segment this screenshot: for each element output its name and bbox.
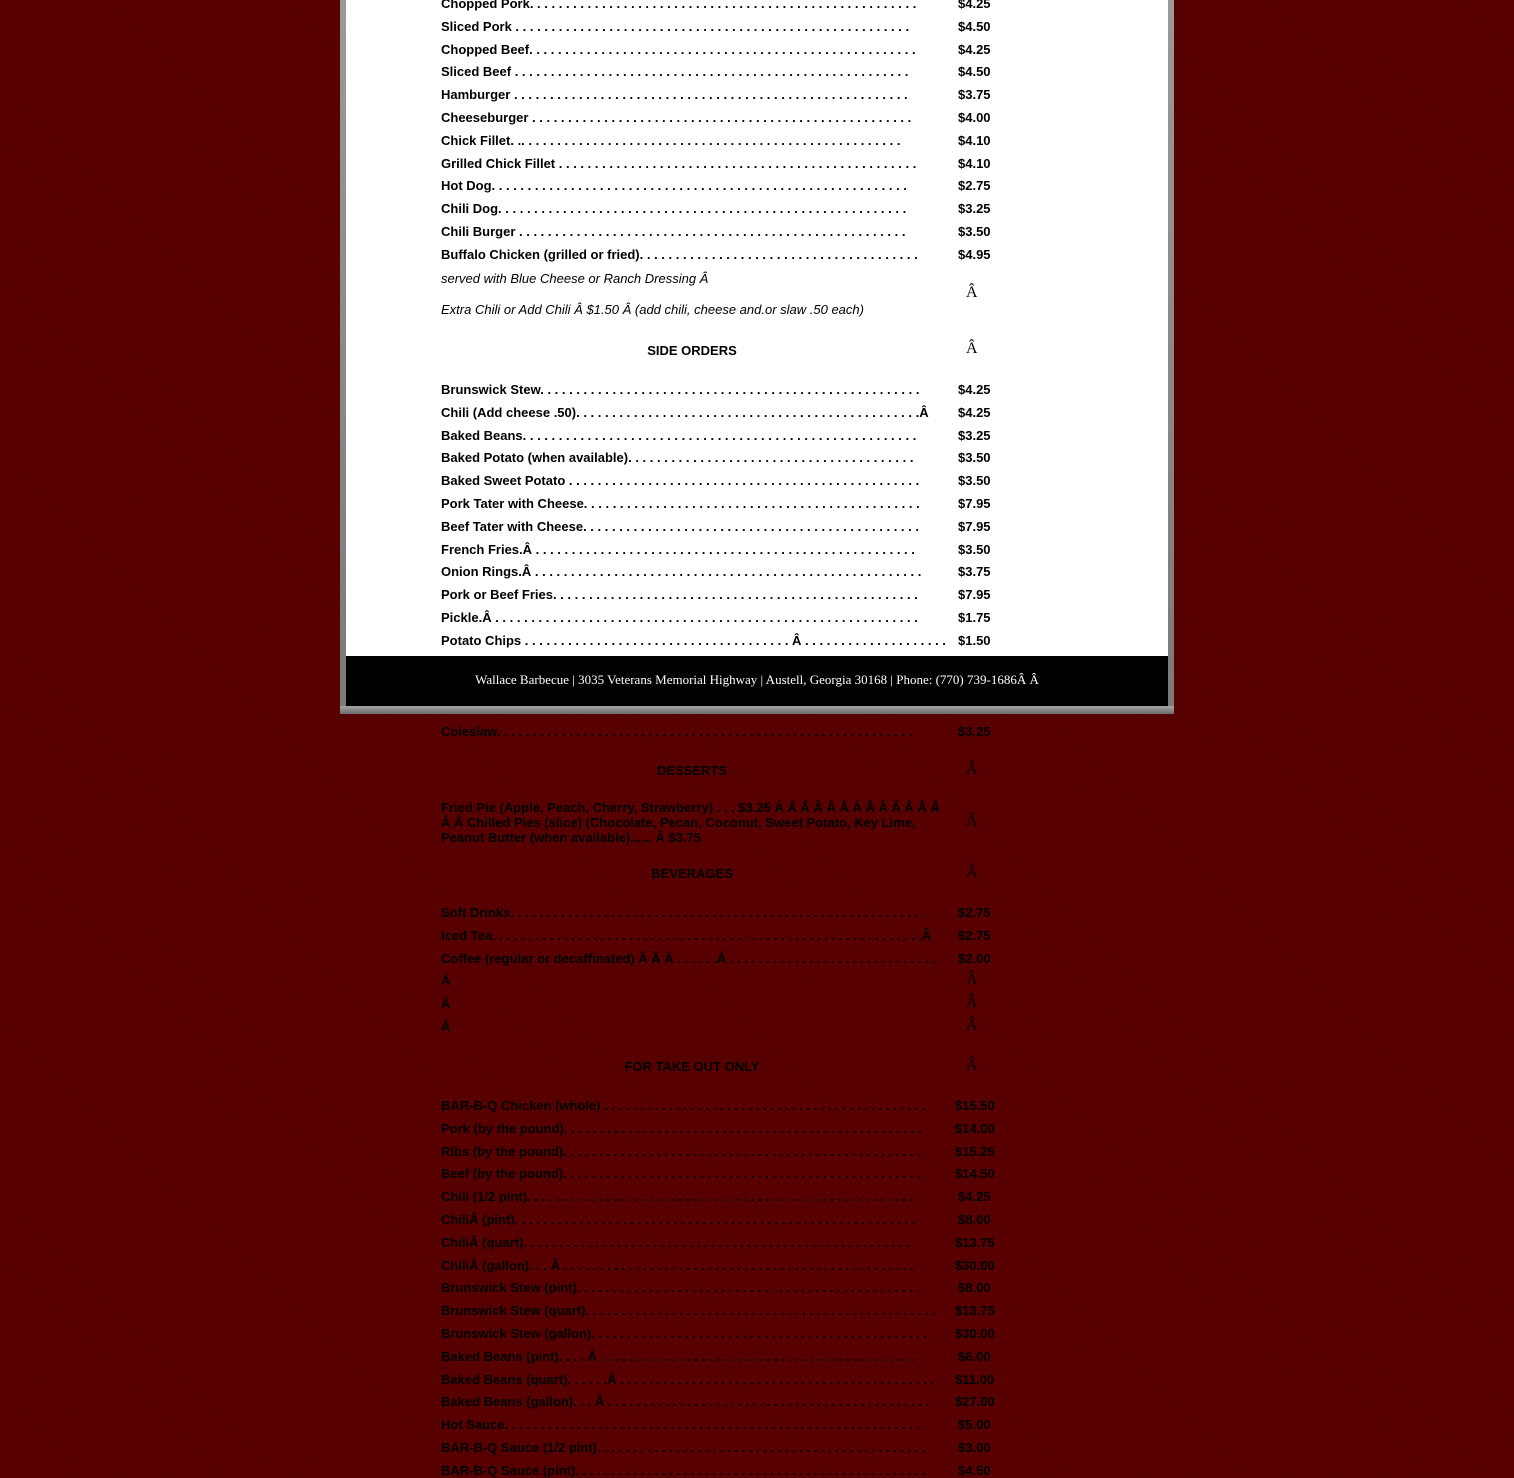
menu-item-price: $4.25	[958, 382, 991, 397]
menu-item-price: $3.50	[958, 450, 991, 466]
menu-item-price: $4.25	[958, 1189, 991, 1205]
menu-item: ChiliÂ (gallon). . . Â . . . . . . . . . . . . . . . . . . . . . . . . . . . . . . . . . . . . . . . . . . . . . . . . .	[441, 1257, 915, 1273]
menu-item-price: $27.00	[955, 1394, 995, 1410]
menu-item: BAR-B-Q Sauce (1/2 pint). . . . . . . . . . . . . . . . . . . . . . . . . . . . . . . . . . . . . . . . . . . . . .	[441, 1440, 926, 1455]
menu-item: Hot Dog. . . . . . . . . . . . . . . . . . . . . . . . . . . . . . . . . . . . . . . . . . . . . . . . . . . . . . . . . .	[441, 178, 907, 194]
menu-item-price: $4.50	[958, 64, 991, 80]
glyph-marker: Â	[966, 1017, 978, 1034]
heading-beverages: BEVERAGES	[651, 866, 733, 881]
menu-item: Baked Beans (gallon). . . Â . . . . . . . . . . . . . . . . . . . . . . . . . . . . . . . . . . . . . . . . . . . . .	[441, 1394, 930, 1410]
menu-item: BAR-B-Q Chicken (whole) . . . . . . . . . . . . . . . . . . . . . . . . . . . . . . . . . . . . . . . . . . . . .	[441, 1098, 926, 1113]
note-extra-chili: Extra Chili or Add Chili Â $1.50 Â (add chili, cheese and.or slaw .50 each)	[441, 302, 864, 317]
menu-item: Brunswick Stew. . . . . . . . . . . . . . . . . . . . . . . . . . . . . . . . . . . . . . . . . . . . . . . . . . . . .	[441, 382, 920, 397]
glyph-marker: Â	[966, 1057, 978, 1074]
glyph-marker: Â	[441, 1019, 451, 1034]
menu-item: Pork Tater with Cheese. . . . . . . . . . . . . . . . . . . . . . . . . . . . . . . . . . . . . . . . . . . . . . .	[441, 496, 920, 511]
menu-item-price: $3.50	[958, 541, 991, 557]
menu-item: Chili (1/2 pint). . . . . . . . . . . . . . . . . . . . . . . . . . . . . . . . . . . . . . . . . . . . . . . . . . . . . .	[441, 1189, 914, 1205]
menu-item: French Fries.Â . . . . . . . . . . . . . . . . . . . . . . . . . . . . . . . . . . . . . . . . . . . . . . . . . . . . .	[441, 541, 915, 557]
glyph-marker: Â	[441, 996, 451, 1011]
menu-item-price: $2.75	[958, 905, 991, 920]
menu-item: Ribs (by the pound). . . . . . . . . . . . . . . . . . . . . . . . . . . . . . . . . . . . . . . . . . . . . . . . . .	[441, 1143, 921, 1159]
menu-item-price: $7.95	[958, 496, 991, 511]
menu-item-price: $30.00	[955, 1257, 995, 1273]
menu-item-price: $3.25	[958, 201, 991, 217]
menu-item: Beef (by the pound). . . . . . . . . . . . . . . . . . . . . . . . . . . . . . . . . . . . . . . . . . . . . . . . . .	[441, 1166, 921, 1182]
footer-contact-text: Wallace Barbecue | 3035 Veterans Memorial Highway | Austell, Georgia 30168 | Phone: (770) 739-1686Â Â	[475, 672, 1039, 687]
heading-take-out: FOR TAKE OUT ONLY	[624, 1059, 760, 1074]
menu-item-price: $13.75	[955, 1234, 995, 1250]
menu-item-price: $4.95	[958, 246, 991, 262]
menu-item: Baked Sweet Potato . . . . . . . . . . . . . . . . . . . . . . . . . . . . . . . . . . . . . . . . . . . . . . . . .	[441, 473, 920, 489]
menu-item-price: $4.25	[958, 0, 991, 11]
menu-item: Onion Rings.Â . . . . . . . . . . . . . . . . . . . . . . . . . . . . . . . . . . . . . . . . . . . . . . . . . . . . . .	[441, 564, 922, 580]
menu-item: Beef Tater with Cheese. . . . . . . . . . . . . . . . . . . . . . . . . . . . . . . . . . . . . . . . . . . . . . .	[441, 518, 919, 534]
menu-item: Baked Beans (quart). . . . . .Â . . . . . . . . . . . . . . . . . . . . . . . . . . . . . . . . . . . . . . . . . . . .	[441, 1371, 935, 1387]
menu-item: Baked Beans. . . . . . . . . . . . . . . . . . . . . . . . . . . . . . . . . . . . . . . . . . . . . . . . . . . . . . .	[441, 427, 917, 443]
menu-item: ChiliÂ (quart). . . . . . . . . . . . . . . . . . . . . . . . . . . . . . . . . . . . . . . . . . . . . . . . . . . . . .	[441, 1234, 910, 1250]
menu-item: Hamburger . . . . . . . . . . . . . . . . . . . . . . . . . . . . . . . . . . . . . . . . . . . . . . . . . . . . . . .	[441, 87, 908, 103]
menu-item: Potato Chips . . . . . . . . . . . . . . . . . . . . . . . . . . . . . . . . . . . . . Â . . . . . . . . . . . . . . . . . . . .	[441, 632, 946, 648]
menu-item-price: $2.75	[958, 178, 991, 194]
menu-item: BAR-B-Q Sauce (pint). . . . . . . . . . . . . . . . . . . . . . . . . . . . . . . . . . . . . . . . . . . . . . . . .	[441, 1462, 926, 1478]
site-footer	[346, 656, 1168, 706]
menu-item: Grilled Chick Fillet . . . . . . . . . . . . . . . . . . . . . . . . . . . . . . . . . . . . . . . . . . . . . . . . . .	[441, 155, 917, 171]
menu-item-price: $4.50	[958, 18, 991, 34]
menu-item-price: $8.00	[958, 1212, 991, 1227]
menu-item-price: $4.10	[958, 132, 991, 148]
menu-item: Cheeseburger . . . . . . . . . . . . . . . . . . . . . . . . . . . . . . . . . . . . . . . . . . . . . . . . . . . . .	[441, 110, 912, 125]
glyph-marker: Â	[966, 813, 978, 830]
menu-item: Chili Burger . . . . . . . . . . . . . . . . . . . . . . . . . . . . . . . . . . . . . . . . . . . . . . . . . . . . . .	[441, 224, 906, 239]
menu-item: Baked Potato (when available). . . . . . . . . . . . . . . . . . . . . . . . . . . . . . . . . . . . . . . .	[441, 450, 914, 466]
menu-item-coleslaw: Coleslaw. . . . . . . . . . . . . . . . . . . . . . . . . . . . . . . . . . . . . . . . . . . . . . . . . . . . . . . . . .	[441, 724, 913, 739]
menu-item-price: $14.50	[955, 1166, 995, 1182]
menu-item: Pork or Beef Fries. . . . . . . . . . . . . . . . . . . . . . . . . . . . . . . . . . . . . . . . . . . . . . . . . . .	[441, 587, 918, 603]
menu-item-price: $4.50	[958, 1462, 991, 1478]
menu-item-price: $7.95	[958, 518, 991, 534]
menu-item: Baked Beans (pint). . . . Â . . . . . . . . . . . . . . . . . . . . . . . . . . . . . . . . . . . . . . . . . . . .	[441, 1348, 915, 1364]
menu-item-price: $3.75	[958, 87, 991, 103]
menu-item-price: $1.50	[958, 632, 991, 648]
glyph-marker: Â	[966, 284, 978, 301]
menu-item: Brunswick Stew (quart). . . . . . . . . . . . . . . . . . . . . . . . . . . . . . . . . . . . . . . . . . . . . . . . .	[441, 1303, 936, 1319]
menu-item-price: $4.25	[958, 41, 991, 57]
menu-item-price: $3.75	[958, 564, 991, 580]
glyph-marker: Â	[966, 340, 978, 357]
menu-item: Buffalo Chicken (grilled or fried). . . . . . . . . . . . . . . . . . . . . . . . . . . . . . . . . . . . . . .	[441, 246, 918, 262]
menu-item: Chili Dog. . . . . . . . . . . . . . . . . . . . . . . . . . . . . . . . . . . . . . . . . . . . . . . . . . . . . . . . .	[441, 201, 907, 217]
frame-bottom-border	[340, 706, 1174, 714]
glyph-marker: Â	[966, 761, 978, 778]
menu-item: Chopped Beef. . . . . . . . . . . . . . . . . . . . . . . . . . . . . . . . . . . . . . . . . . . . . . . . . . . . . .	[441, 41, 916, 57]
heading-desserts: DESSERTS	[656, 763, 728, 778]
menu-item: Chick Fillet. .. . . . . . . . . . . . . . . . . . . . . . . . . . . . . . . . . . . . . . . . . . . . . . . . . . . . .	[441, 132, 901, 148]
menu-item: Iced Tea. . . . . . . . . . . . . . . . . . . . . . . . . . . . . . . . . . . . . . . . . . . . . . . . . . . . . . . . . . . .Â	[441, 928, 932, 943]
desserts-paragraph: Fried Pie (Apple, Peach, Cherry, Strawberry) . . . $3.25 Â Â Â Â Â Â Â Â Â Â Â Â Â Â Â Chilled Pies (slice) (Chocolate, Pecan, Coconut, Sweet Potato, Key Lime, Peanut Butter (when available)...... Â $3.75	[441, 800, 940, 845]
menu-item-price: $3.00	[958, 1440, 991, 1455]
menu-item-price: $3.50	[958, 473, 991, 489]
menu-item: Chili (Add cheese .50). . . . . . . . . . . . . . . . . . . . . . . . . . . . . . . . . . . . . . . . . . . . . . . .Â	[441, 404, 929, 420]
menu-item-price: $15.25	[955, 1143, 995, 1159]
menu-item-price: $8.00	[958, 1280, 991, 1296]
glyph-marker: Â	[966, 994, 978, 1011]
menu-item-price: $5.00	[958, 1417, 991, 1433]
menu-item: Sliced Beef . . . . . . . . . . . . . . . . . . . . . . . . . . . . . . . . . . . . . . . . . . . . . . . . . . . . . . .	[441, 64, 909, 80]
frame-right-border	[1168, 0, 1174, 712]
menu-item: Soft Drinks. . . . . . . . . . . . . . . . . . . . . . . . . . . . . . . . . . . . . . . . . . . . . . . . . . . . . . . . .	[441, 905, 919, 920]
menu-item-price: $6.00	[958, 1348, 991, 1364]
price-coleslaw: $3.25	[958, 724, 991, 739]
menu-item-price: $2.00	[958, 951, 991, 966]
glyph-marker: Â	[966, 971, 978, 988]
menu-item: Brunswick Stew (gallon). . . . . . . . . . . . . . . . . . . . . . . . . . . . . . . . . . . . . . . . . . . . . . .	[441, 1326, 928, 1341]
menu-item-price: $14.00	[955, 1120, 995, 1136]
menu-item-price: $1.75	[958, 610, 991, 625]
menu-item: Hot Sauce. . . . . . . . . . . . . . . . . . . . . . . . . . . . . . . . . . . . . . . . . . . . . . . . . . . . . . . . . .	[441, 1417, 920, 1433]
menu-item-price: $11.00	[955, 1371, 995, 1387]
heading-side-orders: SIDE ORDERS	[647, 343, 737, 358]
menu-item: Brunswick Stew (pint). . . . . . . . . . . . . . . . . . . . . . . . . . . . . . . . . . . . . . . . . . . . . . . .	[441, 1280, 920, 1296]
menu-item: Sliced Pork . . . . . . . . . . . . . . . . . . . . . . . . . . . . . . . . . . . . . . . . . . . . . . . . . . . . . . .	[441, 18, 910, 34]
menu-item: Chopped Pork. . . . . . . . . . . . . . . . . . . . . . . . . . . . . . . . . . . . . . . . . . . . . . . . . . . . . .	[441, 0, 917, 11]
glyph-marker: Â	[441, 973, 451, 988]
menu-item-price: $15.50	[955, 1098, 995, 1113]
menu-item: ChiliÂ (pint). . . . . . . . . . . . . . . . . . . . . . . . . . . . . . . . . . . . . . . . . . . . . . . . . . . . . . . .	[441, 1212, 916, 1227]
menu-item-price: $13.75	[955, 1303, 995, 1319]
menu-item-price: $3.25	[958, 427, 991, 443]
menu-item: Pork (by the pound). . . . . . . . . . . . . . . . . . . . . . . . . . . . . . . . . . . . . . . . . . . . . . . . . .	[441, 1120, 922, 1136]
menu-item: Coffee (regular or decaffinated) Â Â Â . . . . . .Â . . . . . . . . . . . . . . . . . . . . . . . . . . . . .	[441, 951, 936, 966]
menu-item-price: $7.95	[958, 587, 991, 603]
menu-item-price: $4.25	[958, 404, 991, 420]
menu-item: Pickle.Â . . . . . . . . . . . . . . . . . . . . . . . . . . . . . . . . . . . . . . . . . . . . . . . . . . . . . . . . . . .	[441, 610, 918, 625]
note-dressing: served with Blue Cheese or Ranch Dressing Â	[441, 271, 709, 286]
menu-item-price: $4.10	[958, 155, 991, 171]
menu-item-price: $3.50	[958, 224, 991, 239]
menu-panel	[346, 0, 1168, 656]
menu-item-price: $2.75	[958, 928, 991, 943]
glyph-marker: Â	[966, 864, 978, 881]
menu-item-price: $4.00	[958, 110, 991, 125]
menu-item-price: $30.00	[955, 1326, 995, 1341]
